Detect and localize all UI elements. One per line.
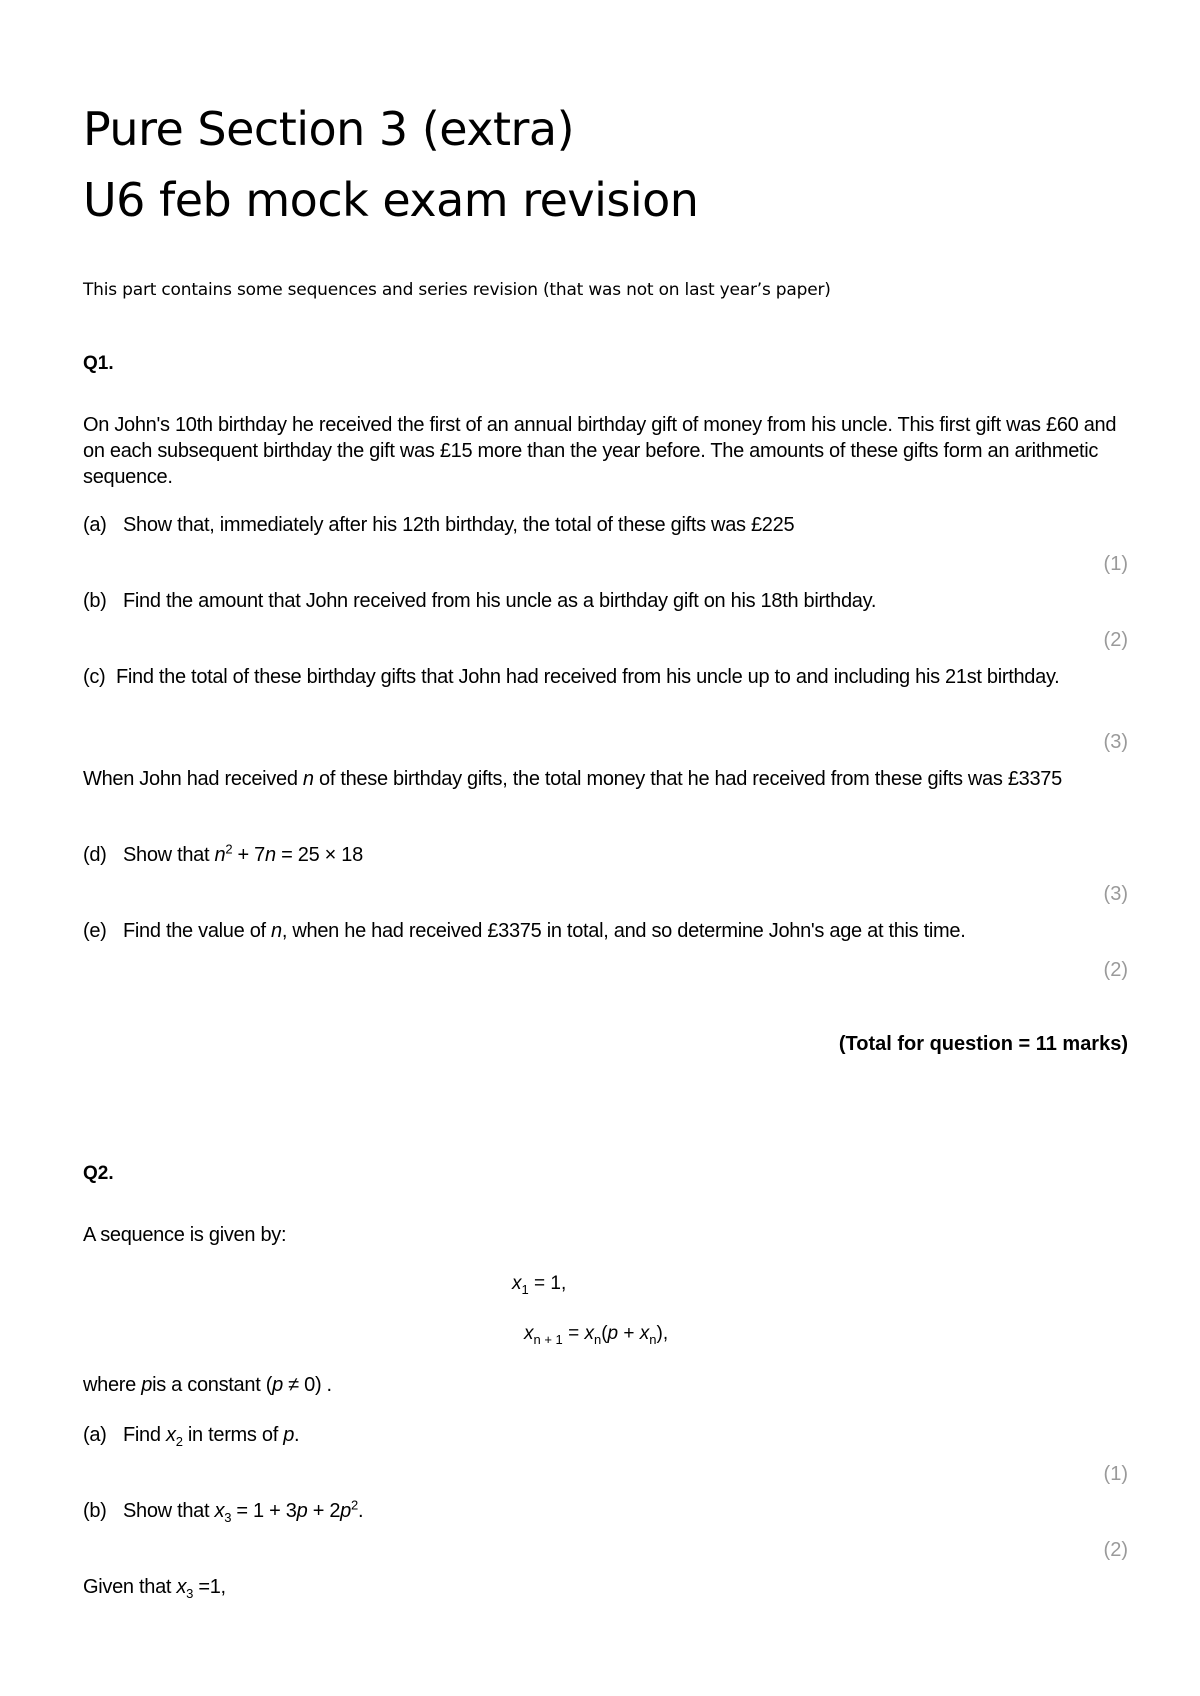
q2-eq1-sub: 1 bbox=[521, 1281, 529, 1297]
q1-c-label: (c) bbox=[83, 666, 106, 688]
q2-eq2-p: p bbox=[607, 1323, 619, 1344]
q2-equation-2 bbox=[524, 1322, 668, 1346]
q2-given-sub: 3 bbox=[186, 1586, 194, 1601]
q1-e-label: (e) bbox=[83, 920, 107, 942]
q1-part-a bbox=[83, 512, 794, 538]
q2-part-a bbox=[83, 1422, 299, 1448]
q2-b-before: Show that bbox=[123, 1500, 210, 1522]
q1-a-label: (a) bbox=[83, 514, 107, 536]
q2-a-marks: (1) bbox=[1103, 1463, 1128, 1485]
q2-b-var: x bbox=[214, 1500, 225, 1522]
q1-d-label: (d) bbox=[83, 844, 107, 866]
q2-where-before: where bbox=[83, 1374, 136, 1396]
q1-b-label: (b) bbox=[83, 590, 107, 612]
q2-b-label: (b) bbox=[83, 1500, 107, 1522]
q2-equation-1 bbox=[512, 1272, 566, 1296]
q1-d-plus: + 7 bbox=[237, 844, 266, 866]
q2-eq2-close: ), bbox=[656, 1323, 669, 1344]
q1-d-text: Show that bbox=[123, 844, 210, 866]
q1-mid-var: n bbox=[302, 768, 314, 790]
q2-a-sub: 2 bbox=[175, 1434, 183, 1449]
q2-eq2-var: x bbox=[524, 1323, 534, 1344]
q1-mid-after: of these birthday gifts, the total money that he had received from these gifts was £3375 bbox=[319, 768, 1062, 790]
q2-eq2-plus: + bbox=[623, 1323, 635, 1344]
q1-a-marks: (1) bbox=[1103, 553, 1128, 575]
q1-stem: On John's 10th birthday he received the first of an annual birthday gift of money from his uncle. This first gift was £60 and on each subsequent birthday the gift was £15 more than the year before. The amounts of these gifts form an arithmetic sequence. bbox=[83, 414, 1117, 488]
q2-eq2-var3: x bbox=[639, 1323, 650, 1344]
intro-text: This part contains some sequences and series revision (that was not on last year’s paper) bbox=[83, 280, 831, 300]
q2-where-p2: p bbox=[272, 1374, 283, 1396]
title-line-2: U6 feb mock exam revision bbox=[83, 173, 699, 227]
q2-a-var: x bbox=[165, 1424, 176, 1446]
q2-a-before: Find bbox=[123, 1424, 161, 1446]
q2-heading: Q2. bbox=[83, 1163, 114, 1184]
q1-mid-before: When John had received bbox=[83, 768, 298, 790]
q2-where-p: p bbox=[141, 1374, 153, 1396]
q1-b-marks: (2) bbox=[1103, 629, 1128, 651]
q2-where-text bbox=[83, 1372, 332, 1398]
q2-a-mid: in terms of bbox=[187, 1424, 278, 1446]
q2-a-label: (a) bbox=[83, 1424, 107, 1446]
q2-b-p: p bbox=[296, 1500, 308, 1522]
q2-given-text bbox=[83, 1574, 226, 1600]
q1-b-text: Find the amount that John received from his uncle as a birthday gift on his 18th birthday. bbox=[123, 590, 877, 612]
q1-d-var1: n bbox=[214, 844, 226, 866]
q1-total: (Total for question = 11 marks) bbox=[838, 1033, 1128, 1055]
q2-a-p: p bbox=[283, 1424, 295, 1446]
q1-d-marks: (3) bbox=[1103, 883, 1128, 905]
q2-given-before: Given that bbox=[83, 1576, 172, 1598]
q2-given-var: x bbox=[176, 1576, 187, 1598]
q2-b-exp: 2 bbox=[351, 1497, 358, 1513]
q2-b-marks: (2) bbox=[1103, 1539, 1128, 1561]
q2-eq2-var2: x bbox=[584, 1323, 594, 1344]
q2-b-sub: 3 bbox=[224, 1510, 232, 1525]
q2-b-plus: + 2 bbox=[312, 1500, 341, 1522]
q2-where-mid: is a constant ( bbox=[152, 1374, 273, 1396]
q1-e-var: n bbox=[271, 920, 282, 942]
q2-eq1-rest: = 1, bbox=[534, 1273, 567, 1294]
q2-b-end: . bbox=[357, 1500, 364, 1522]
q2-eq1-var: x bbox=[512, 1273, 522, 1294]
q1-e-before: Find the value of bbox=[123, 920, 266, 942]
q1-e-after: , when he had received £3375 in total, and so determine John's age at this time. bbox=[281, 920, 966, 942]
q1-d-var2: n bbox=[265, 844, 276, 866]
q1-mid-text bbox=[83, 766, 1128, 792]
q1-d-rest: = 25 × 18 bbox=[281, 844, 363, 866]
q1-heading: Q1. bbox=[83, 353, 114, 374]
title-line-1: Pure Section 3 (extra) bbox=[83, 102, 575, 156]
q1-d-exp: 2 bbox=[225, 841, 233, 857]
q2-b-p2: p bbox=[340, 1500, 351, 1522]
q2-eq2-sub: n + 1 bbox=[533, 1331, 563, 1347]
q2-stem: A sequence is given by: bbox=[83, 1224, 287, 1246]
q1-part-b bbox=[83, 588, 876, 614]
q2-given-after: =1, bbox=[198, 1576, 226, 1598]
q2-eq2-open: ( bbox=[601, 1323, 608, 1344]
q1-c-text: Find the total of these birthday gifts that John had received from his uncle up to and including his 21st birthday. bbox=[115, 666, 1060, 688]
q1-e-marks: (2) bbox=[1103, 959, 1128, 981]
q2-part-b bbox=[83, 1498, 363, 1524]
q2-a-end: . bbox=[294, 1424, 300, 1446]
q1-a-text: Show that, immediately after his 12th birthday, the total of these gifts was £225 bbox=[123, 514, 795, 536]
q2-b-mid: = 1 + 3 bbox=[236, 1500, 297, 1522]
q2-eq2-sub2: n bbox=[593, 1331, 602, 1347]
q2-eq2-eq: = bbox=[568, 1323, 580, 1344]
q2-eq2-sub3: n bbox=[649, 1331, 657, 1347]
q1-part-c bbox=[83, 664, 1128, 690]
q1-part-d bbox=[83, 842, 363, 868]
q1-c-marks: (3) bbox=[1103, 731, 1128, 753]
q1-part-e bbox=[83, 918, 965, 944]
q2-where-after: ≠ 0) . bbox=[288, 1374, 332, 1396]
